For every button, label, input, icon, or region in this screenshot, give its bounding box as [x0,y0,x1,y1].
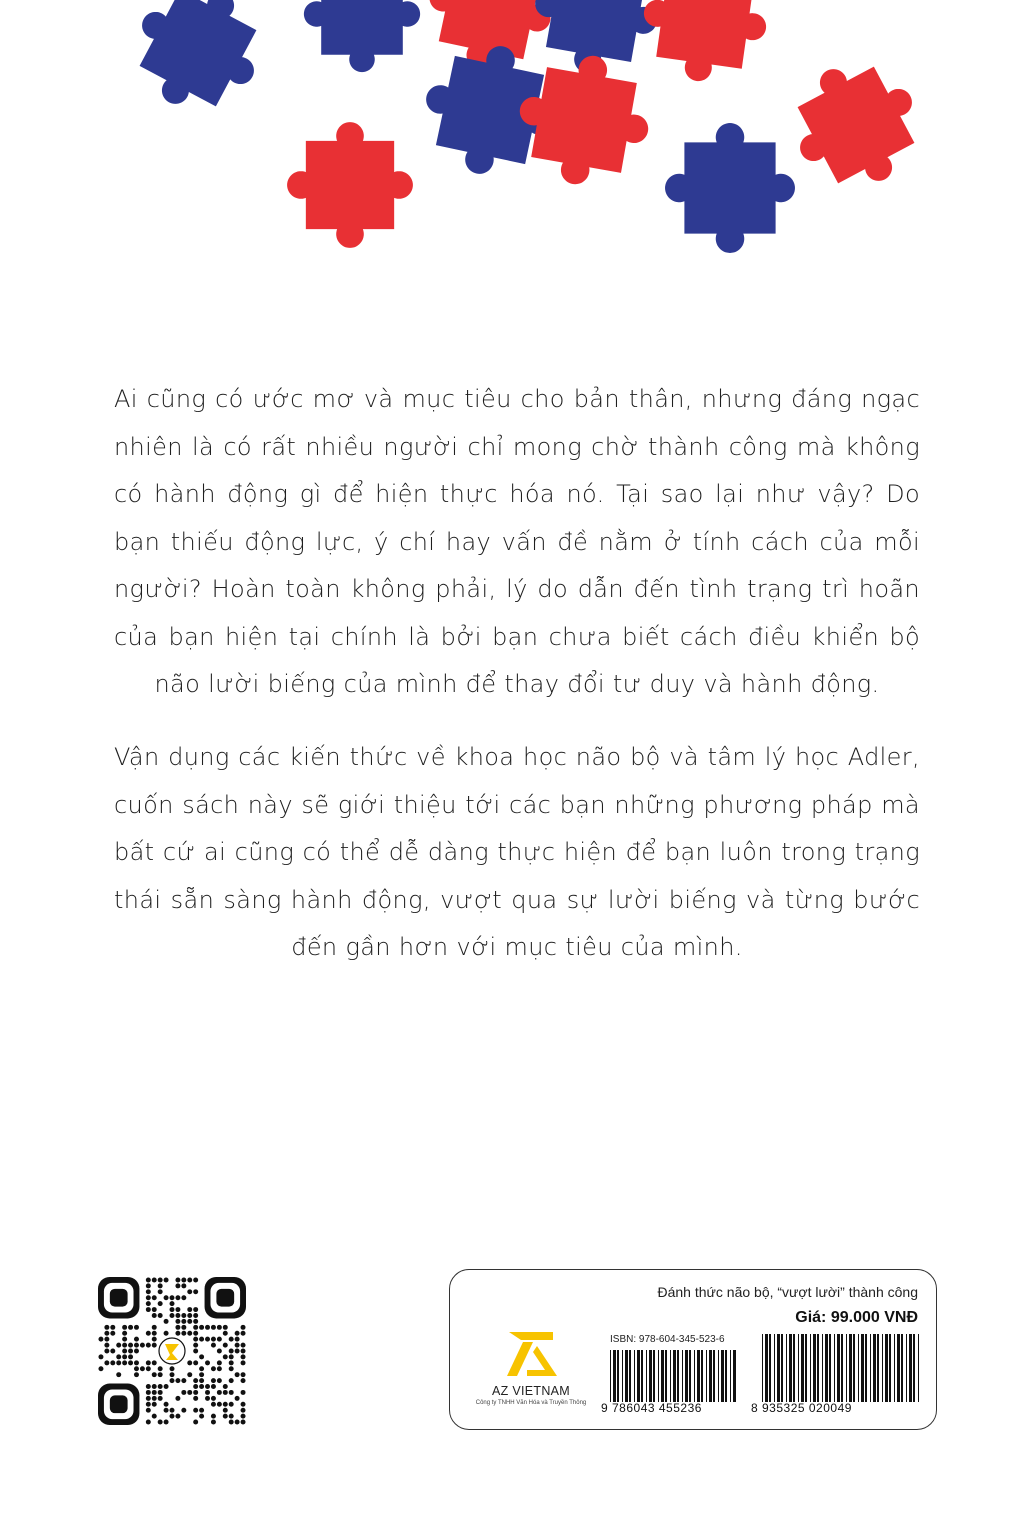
isbn-label: ISBN: 978-604-345-523-6 [610,1334,725,1345]
ean-barcode-digits: 8 935325 020049 [751,1401,852,1415]
ean-barcode-icon [762,1334,922,1402]
publisher-subtitle: Công ty TNHH Văn Hóa và Truyền Thông [475,1400,587,1406]
description-paragraph-1: Ai cũng có ước mơ và mục tiêu cho bản thân, nhưng đáng ngạc nhiên là có rất nhiều người chỉ mong chờ thành công mà không có hành động gì để hiện thực hóa nó. Tại sao lại như vậy? Do bạn thiếu động lực, ý chí hay vấn đề nằm ở tính cách của mỗi người? Hoàn toàn không phải, lý do dẫn đến tình trạng trì hoãn của bạn hiện tại chính là bởi bạn chưa biết cách điều khiển bộ não lười biếng của mình để thay đổi tư duy và hành động. [114,385,920,698]
isbn-barcode-digits: 9 786043 455236 [601,1401,702,1415]
publisher-name: AZ VIETNAM [491,1384,570,1398]
isbn-barcode-icon [610,1350,736,1402]
description-paragraph-2: Vận dụng các kiến thức về khoa học não bộ và tâm lý học Adler, cuốn sách này sẽ giới thiệu tới các bạn những phương pháp mà bất cứ ai cũng có thể dễ dàng thực hiện để bạn luôn trong trạng thái sẵn sàng hành động, vượt qua sự lười biếng và từng bước đến gần hơn với mục tiêu của mình. [114,743,920,961]
book-info-box [449,1269,937,1430]
book-title: Đánh thức não bộ, “vượt lười” thành công [657,1284,918,1300]
qr-code-icon[interactable] [98,1277,246,1425]
price-label: Giá: 99.000 VNĐ [795,1309,918,1326]
puzzle-pieces-artwork [0,0,1036,300]
publisher-logo [472,1328,590,1406]
az-logo-icon [499,1328,563,1380]
